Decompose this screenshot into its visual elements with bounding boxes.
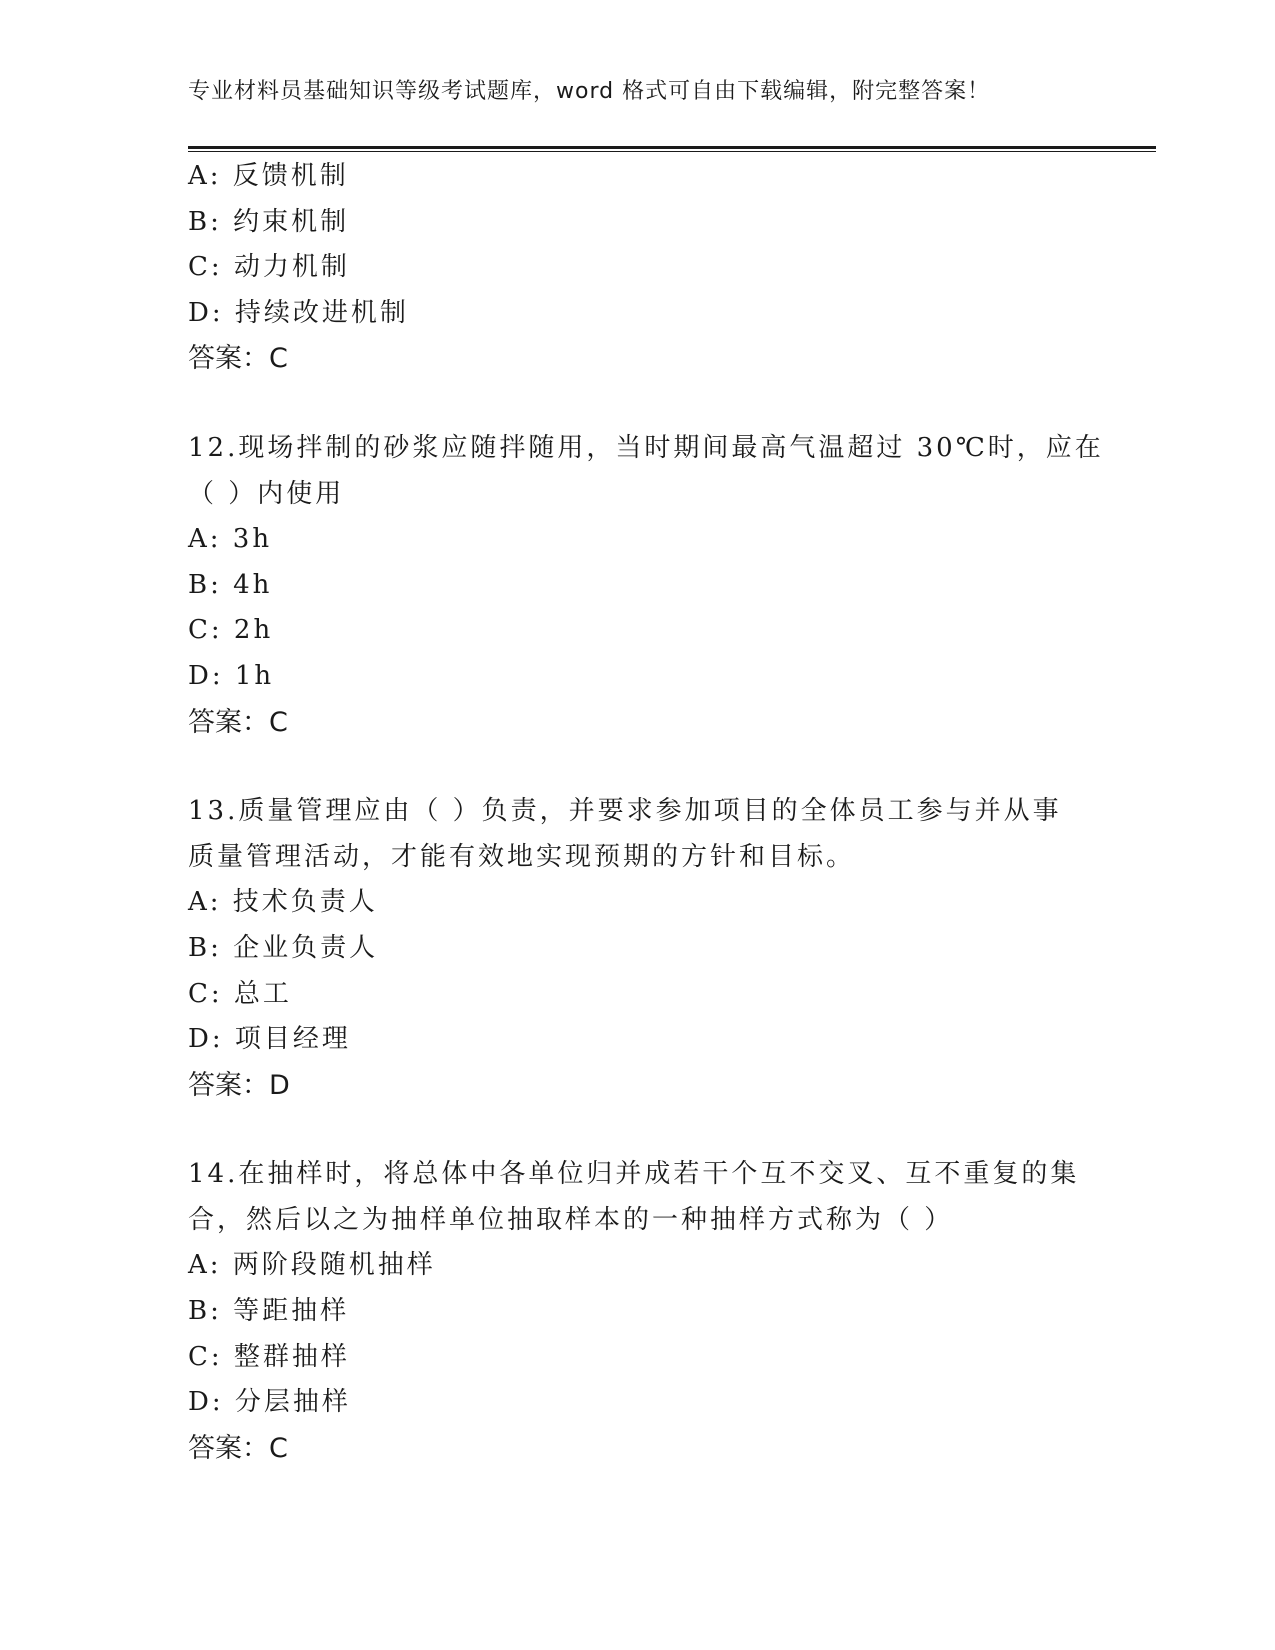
option-a: A: 技术负责人	[188, 887, 378, 918]
question-block-13	[188, 789, 1088, 1108]
header-rule-thick	[188, 146, 1156, 149]
option-c: C: 整群抽样	[188, 1341, 350, 1372]
answer-line: 答案：C	[188, 706, 288, 738]
option-d: D: 分层抽样	[188, 1387, 351, 1418]
option-b: B: 企业负责人	[188, 932, 379, 963]
question-text-line-2: 质量管理活动，才能有效地实现预期的方针和目标。	[188, 841, 856, 872]
answer-line: 答案：C	[188, 343, 288, 375]
question-text-line-1: 12.现场拌制的砂浆应随拌随用，当时期间最高气温超过 30℃时，应在	[188, 432, 1104, 463]
option-d: D: 1h	[188, 660, 275, 691]
option-c: C: 总工	[188, 978, 292, 1009]
option-a: A: 两阶段随机抽样	[188, 1250, 436, 1281]
option-a: A: 反馈机制	[188, 161, 349, 191]
document-body	[188, 154, 1104, 1471]
answer-line: 答案：C	[188, 1432, 288, 1464]
question-text-line-1: 13.质量管理应由（ ）负责，并要求参加项目的全体员工参与并从事	[188, 796, 1062, 827]
spacer	[188, 745, 1088, 789]
option-c: C: 2h	[188, 615, 274, 646]
answer-line: 答案：D	[188, 1069, 290, 1101]
option-b: B: 等距抽样	[188, 1296, 350, 1327]
question-text-line-1: 14.在抽样时，将总体中各单位归并成若干个互不交叉、互不重复的集	[188, 1159, 1080, 1190]
option-d: D: 持续改进机制	[188, 297, 409, 328]
option-a: A: 3h	[188, 524, 273, 555]
option-b: B: 4h	[188, 569, 273, 600]
option-c: C: 动力机制	[188, 252, 350, 283]
spacer	[188, 382, 1088, 426]
header-rule-thin	[188, 151, 1156, 152]
question-text-line-2: （ ）内使用	[188, 478, 345, 509]
option-d: D: 项目经理	[188, 1024, 351, 1055]
page-header-text: 专业材料员基础知识等级考试题库，word 格式可自由下载编辑，附完整答案！	[188, 79, 991, 104]
spacer	[188, 1108, 1088, 1152]
option-b: B: 约束机制	[188, 206, 350, 237]
question-block-12	[188, 426, 1104, 745]
question-text-line-2: 合，然后以之为抽样单位抽取样本的一种抽样方式称为（ ）	[188, 1204, 954, 1235]
question-block-11	[188, 154, 1088, 382]
question-block-14	[188, 1152, 1088, 1471]
